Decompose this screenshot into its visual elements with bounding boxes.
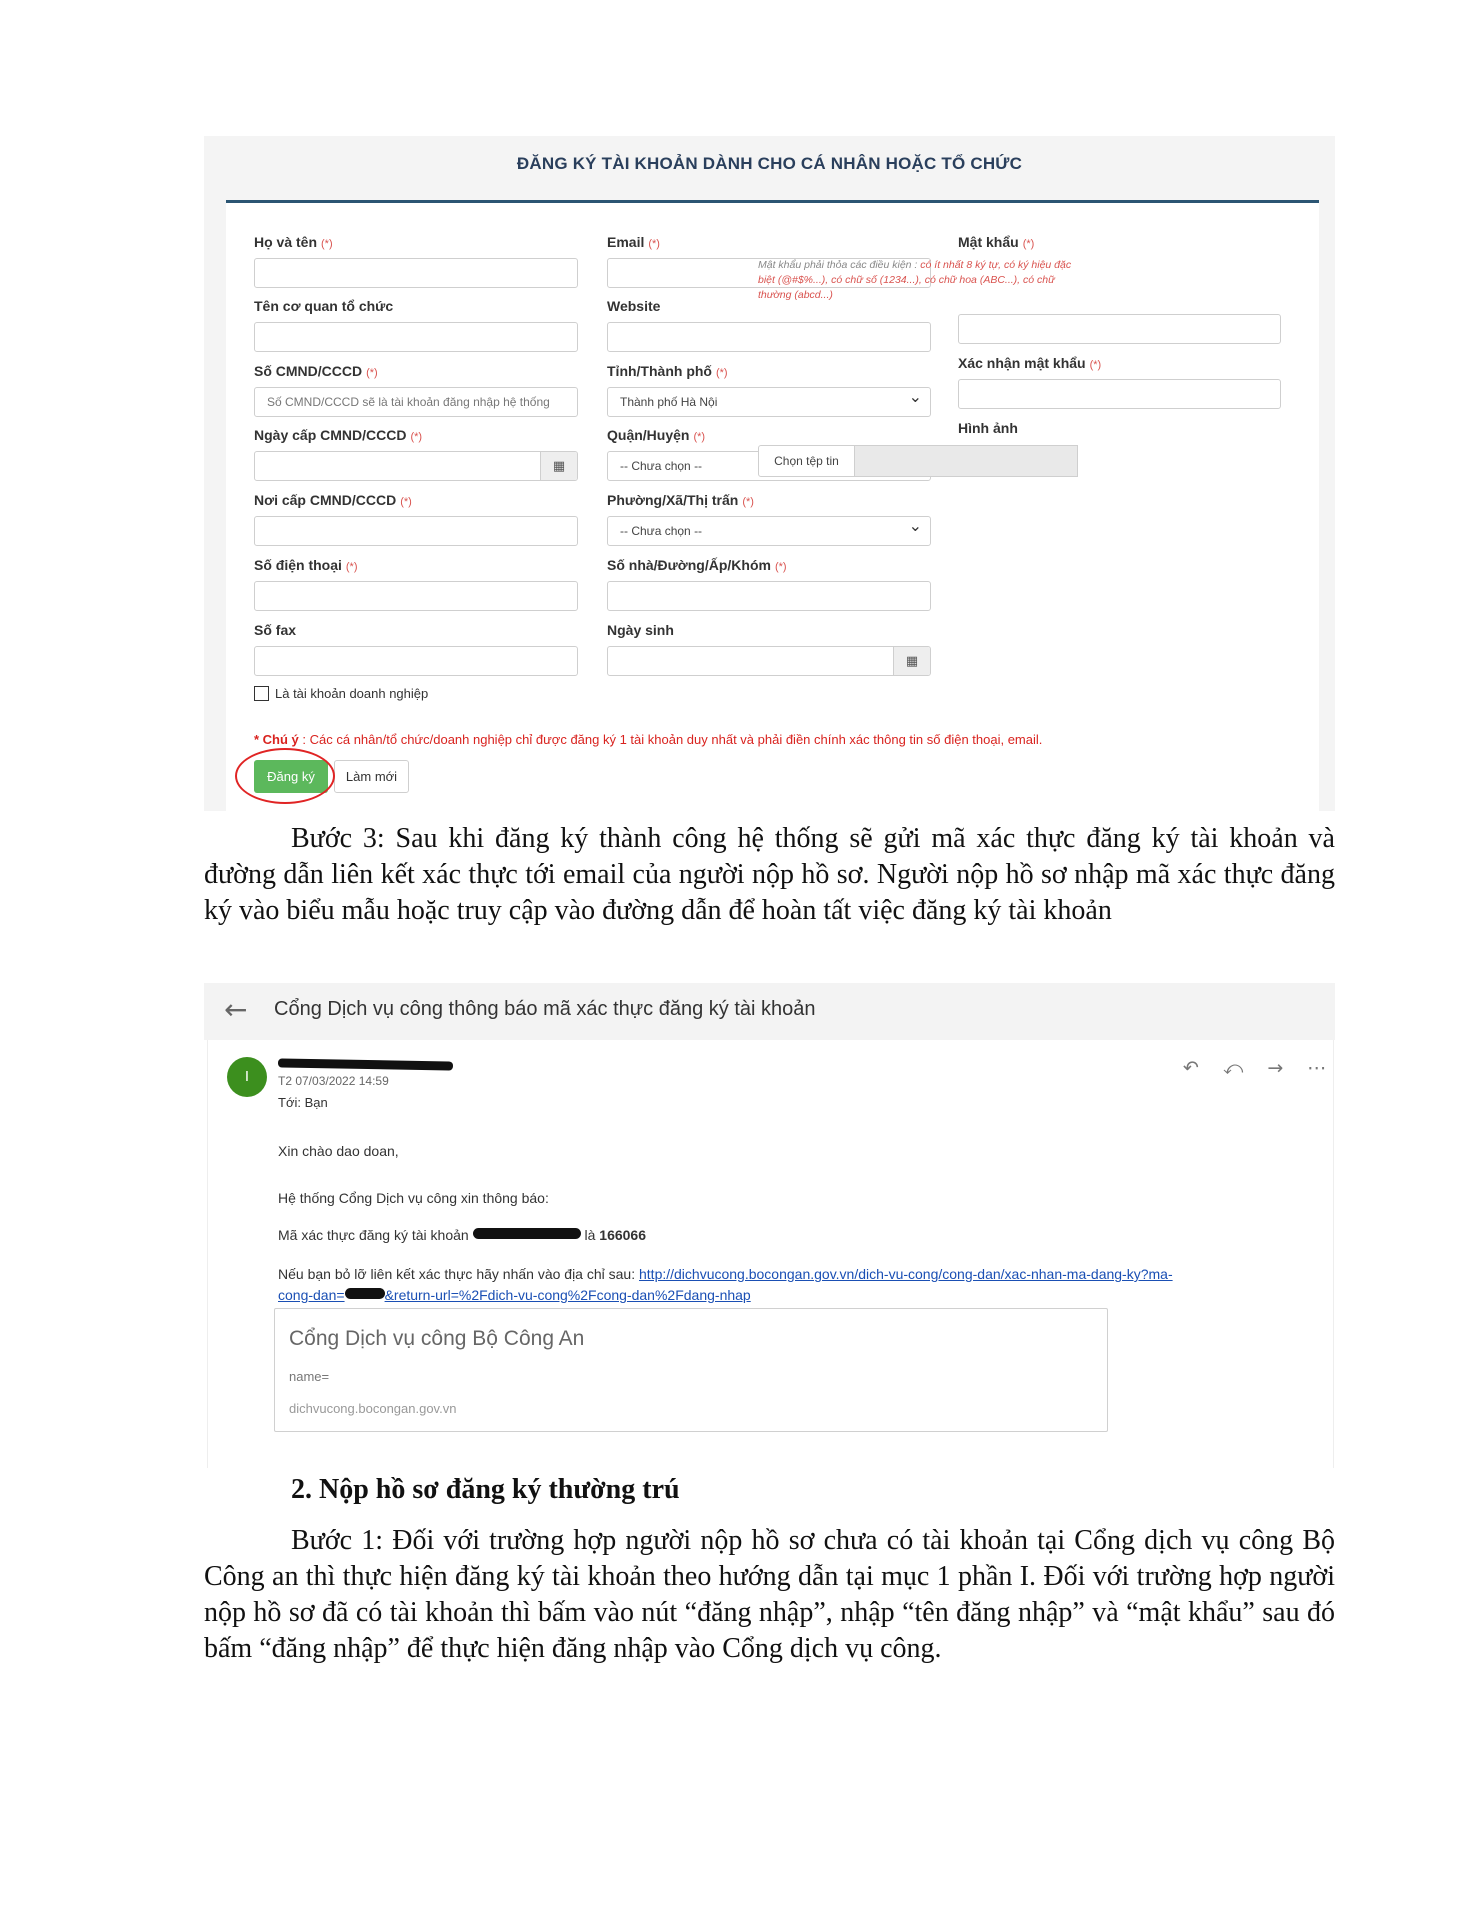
- account-redaction: [473, 1228, 581, 1239]
- email-actions: [1183, 1057, 1328, 1079]
- form-note: * Chú ý : Các cá nhân/tổ chức/doanh nghiệp chỉ được đăng ký 1 tài khoản duy nhất và phải điền chính xác thông tin số điện thoại, email.: [254, 732, 1043, 747]
- email-label: Email (*): [607, 234, 660, 250]
- email-body: [207, 1040, 1334, 1468]
- province-label: Tỉnh/Thành phố (*): [607, 363, 728, 379]
- email-greeting: Xin chào dao doan,: [278, 1143, 399, 1159]
- back-arrow-icon[interactable]: ←: [224, 993, 248, 1026]
- password-input[interactable]: [958, 314, 1281, 344]
- issue-date-label: Ngày cấp CMND/CCCD (*): [254, 427, 423, 443]
- email-to: Tới: Bạn: [278, 1095, 328, 1110]
- password-label: Mật khẩu (*): [958, 234, 1035, 250]
- fax-label: Số fax: [254, 622, 297, 638]
- choose-file-button[interactable]: Chọn tệp tin: [758, 445, 855, 477]
- verification-link-cont[interactable]: cong-dan=: [278, 1287, 345, 1303]
- ward-label: Phường/Xã/Thị trấn (*): [607, 492, 754, 508]
- district-label: Quận/Huyện (*): [607, 427, 706, 443]
- birthday-input[interactable]: [607, 646, 931, 676]
- website-input[interactable]: [607, 322, 931, 352]
- calendar-icon[interactable]: ▦: [540, 452, 577, 480]
- email-date: T2 07/03/2022 14:59: [278, 1074, 389, 1088]
- step1-paragraph: Bước 1: Đối với trường hợp người nộp hồ sơ chưa có tài khoản tại Cổng dịch vụ công Bộ Công an thì thực hiện đăng ký tài khoản theo hướng dẫn tại mục 1 phần I. Đối với trường hợp người nộp hồ sơ đã có tài khoản thì bấm vào nút “đăng nhập”, nhập “tên đăng nhập” và “mật khẩu” sau đó bấm “đăng nhập” để thực hiện đăng nhập vào Cổng dịch vụ công.: [204, 1525, 1335, 1664]
- preview-title: Cổng Dịch vụ công Bộ Công An: [289, 1327, 585, 1350]
- id-number-label: Số CMND/CCCD (*): [254, 363, 378, 379]
- file-name-box: [855, 445, 1078, 477]
- business-account-checkbox[interactable]: Là tài khoản doanh nghiệp: [254, 686, 428, 701]
- confirm-password-label: Xác nhận mật khẩu (*): [958, 355, 1102, 371]
- verification-code: 166066: [599, 1227, 646, 1243]
- checkbox-icon[interactable]: [254, 686, 269, 701]
- step3-paragraph: Bước 3: Sau khi đăng ký thành công hệ thống sẽ gửi mã xác thực đăng ký tài khoản và đường dẫn liên kết xác thực tới email của người nộp hồ sơ. Người nộp hồ sơ nhập mã xác thực đăng ký vào biểu mẫu hoặc truy cập vào đường dẫn để hoàn tất việc đăng ký tài khoản: [204, 823, 1335, 926]
- section2-heading: 2. Nộp hồ sơ đăng ký thường trú: [291, 1474, 680, 1505]
- address-label: Số nhà/Đường/Ấp/Khóm (*): [607, 557, 787, 573]
- reply-icon[interactable]: ↶: [1183, 1057, 1201, 1079]
- email-subject: Cổng Dịch vụ công thông báo mã xác thực đăng ký tài khoản: [274, 998, 816, 1020]
- preview-domain: dichvucong.bocongan.gov.vn: [289, 1401, 457, 1416]
- issue-place-input[interactable]: [254, 516, 578, 546]
- password-hint: Mật khẩu phải thỏa các điều kiện : có ít nhất 8 ký tự, có ký hiệu đặc biệt (@#$%...), có chữ số (1234...), có chữ hoa (ABC...), có chữ thường (abcd...): [758, 259, 1072, 301]
- ward-select[interactable]: -- Chưa chọn -- ⌄: [607, 516, 931, 546]
- address-input[interactable]: [607, 581, 931, 611]
- email-screenshot: [204, 983, 1335, 1468]
- more-icon[interactable]: ⋯: [1307, 1057, 1329, 1079]
- forward-icon[interactable]: →: [1267, 1057, 1286, 1079]
- verification-link-rest[interactable]: &return-url=%2Fdich-vu-cong%2Fcong-dan%2Fdang-nhap: [384, 1287, 751, 1303]
- email-header-bar: [204, 983, 1335, 1040]
- email-code-line: Mã xác thực đăng ký tài khoản là 166066: [278, 1227, 646, 1243]
- confirm-password-input[interactable]: [958, 379, 1281, 409]
- district-select[interactable]: -- Chưa chọn -- ⌄: [607, 451, 931, 481]
- image-label: Hình ảnh: [958, 420, 1018, 436]
- email-notice: Hệ thống Cổng Dịch vụ công xin thông báo:: [278, 1190, 549, 1206]
- full-name-input[interactable]: [254, 258, 578, 288]
- register-button[interactable]: Đăng ký: [254, 760, 328, 793]
- full-name-label: Họ và tên (*): [254, 234, 333, 250]
- issue-place-label: Nơi cấp CMND/CCCD (*): [254, 492, 412, 508]
- sender-redaction: [278, 1058, 453, 1070]
- verification-link[interactable]: http://dichvucong.bocongan.gov.vn/dich-vu-cong/cong-dan/xac-nhan-ma-dang-ky?ma-: [639, 1266, 1173, 1282]
- birthday-label: Ngày sinh: [607, 622, 674, 638]
- email-link-text: Nếu bạn bỏ lỡ liên kết xác thực hãy nhấn vào địa chỉ sau: http://dichvucong.bocongan.gov.vn/dich-vu-cong/cong-dan/xac-nhan-ma-dang-ky?ma- cong-dan= &return-url=%2Fdich-vu-cong%2Fcong-dan%2Fdang-nhap: [278, 1266, 1173, 1303]
- link-preview-card[interactable]: [274, 1308, 1108, 1432]
- organization-input[interactable]: [254, 322, 578, 352]
- phone-label: Số điện thoại (*): [254, 557, 358, 573]
- reset-button[interactable]: Làm mới: [334, 760, 409, 793]
- form-title: ĐĂNG KÝ TÀI KHOẢN DÀNH CHO CÁ NHÂN HOẶC TỔ CHỨC: [516, 154, 1023, 173]
- preview-name: name=: [289, 1369, 330, 1384]
- highlight-circle: [235, 748, 335, 804]
- website-label: Website: [607, 298, 661, 314]
- reply-all-icon[interactable]: ⤺: [1222, 1057, 1246, 1079]
- phone-input[interactable]: [254, 581, 578, 611]
- issue-date-input[interactable]: [254, 451, 578, 481]
- fax-input[interactable]: [254, 646, 578, 676]
- calendar-icon[interactable]: ▦: [893, 647, 930, 675]
- province-select[interactable]: Thành phố Hà Nội ⌄: [607, 387, 931, 417]
- sender-avatar: I: [227, 1057, 267, 1097]
- organization-label: Tên cơ quan tổ chức: [254, 298, 394, 314]
- id-number-input[interactable]: Số CMND/CCCD sẽ là tài khoản đăng nhập hệ thống: [254, 387, 578, 417]
- code-redaction: [345, 1288, 385, 1299]
